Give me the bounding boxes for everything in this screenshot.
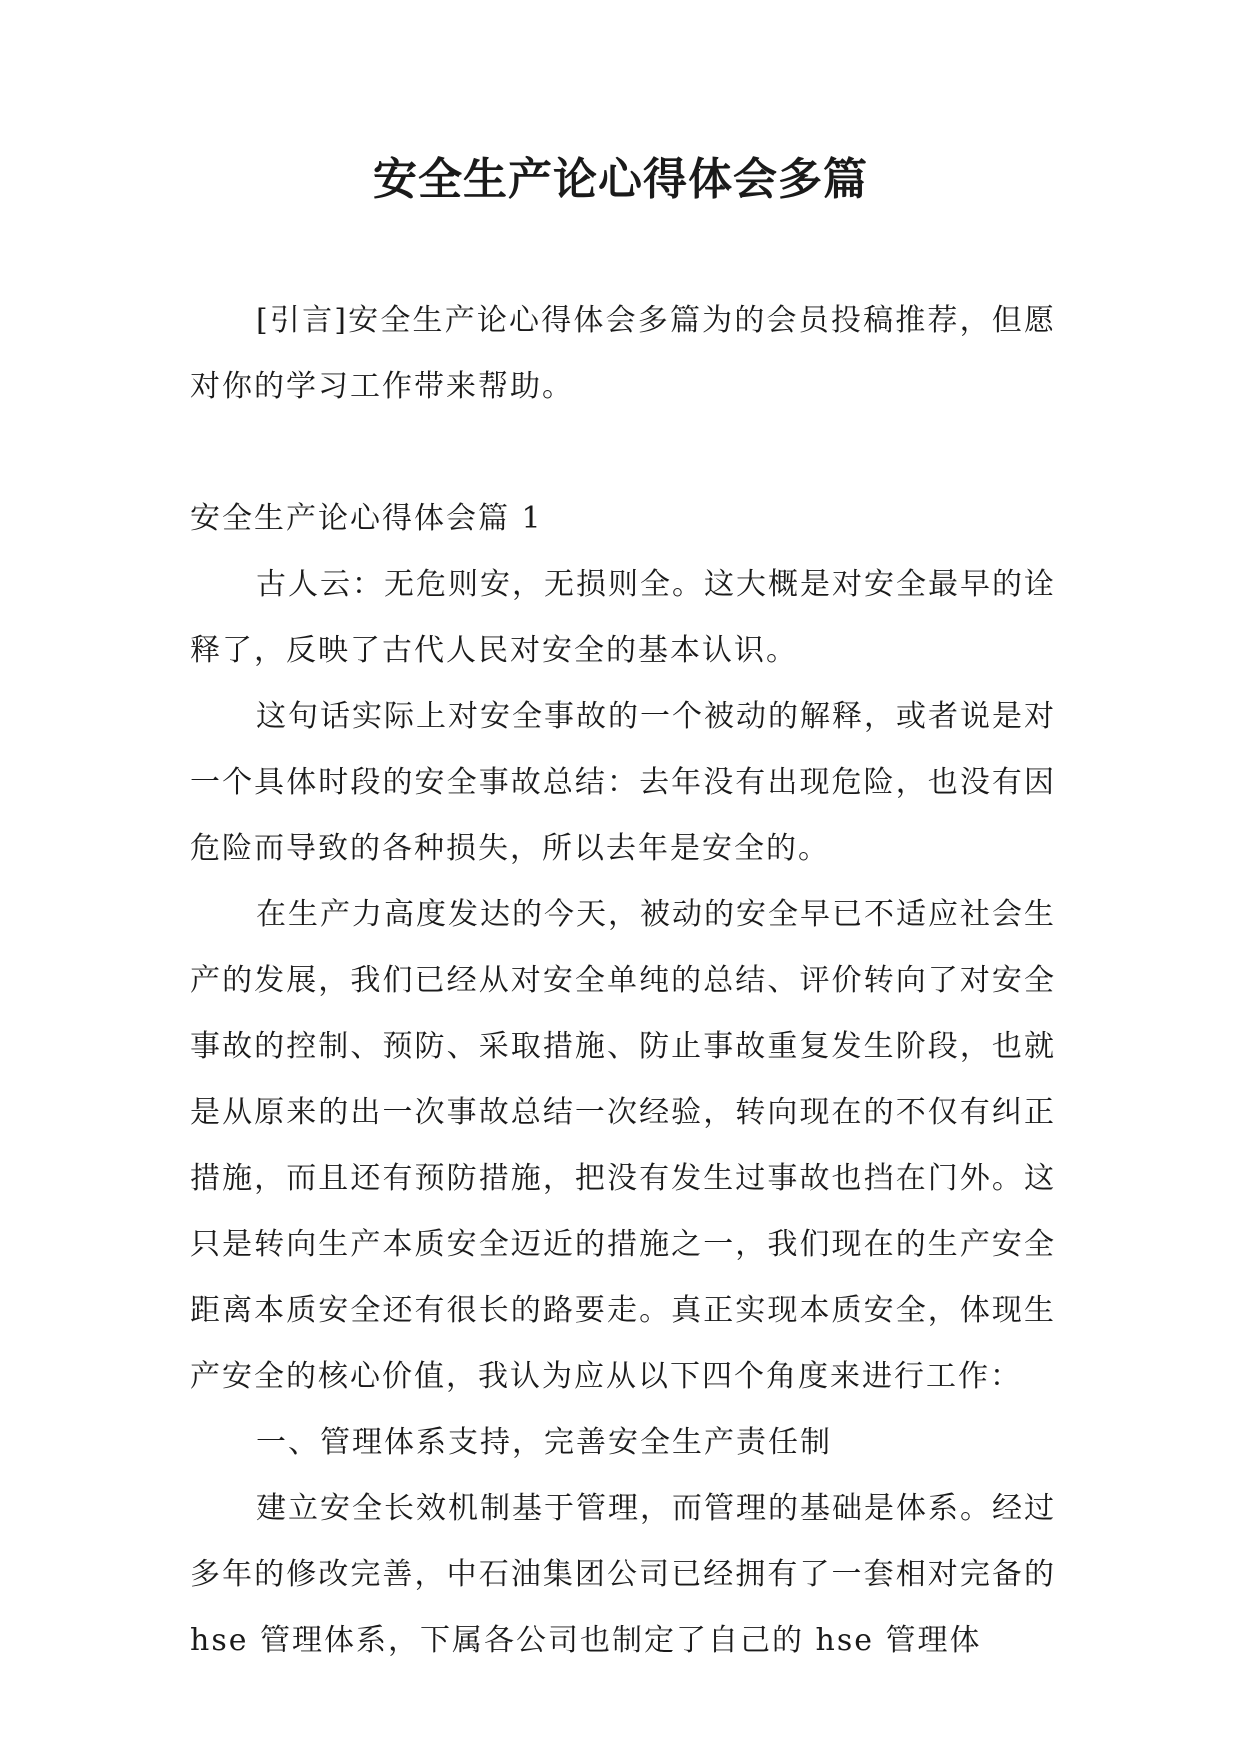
section-heading: 安全生产论心得体会篇 1 [190, 501, 543, 536]
document-body [190, 288, 1056, 1674]
body-paragraph-3: 在生产力高度发达的今天，被动的安全早已不适应社会生产的发展，我们已经从对安全单纯的总结、评价转向了对安全事故的控制、预防、采取措施、防止事故重复发生阶段，也就是从原来的出一次事故总结一次经验，转向现在的不仅有纠正措施，而且还有预防措施，把没有发生过事故也挡在门外。这只是转向生产本质安全迈近的措施之一，我们现在的生产安全距离本质安全还有很长的路要走。真正实现本质安全，体现生产安全的核心价值，我认为应从以下四个角度来进行工作： [190, 897, 1056, 1394]
body-paragraph-4: 建立安全长效机制基于管理，而管理的基础是体系。经过多年的修改完善，中石油集团公司已经拥有了一套相对完备的 hse 管理体系，下属各公司也制定了自己的 hse 管理体 [190, 1491, 1056, 1658]
body-paragraph-1: 古人云：无危则安，无损则全。这大概是对安全最早的诠释了，反映了古代人民对安全的基本认识。 [190, 567, 1056, 668]
subheading-management-system: 一、管理体系支持，完善安全生产责任制 [256, 1425, 832, 1460]
intro-paragraph: [引言]安全生产论心得体会多篇为的会员投稿推荐，但愿对你的学习工作带来帮助。 [190, 303, 1056, 404]
document-title: 安全生产论心得体会多篇 [373, 154, 868, 205]
body-paragraph-2: 这句话实际上对安全事故的一个被动的解释，或者说是对一个具体时段的安全事故总结：去年没有出现危险，也没有因危险而导致的各种损失，所以去年是安全的。 [190, 699, 1056, 866]
